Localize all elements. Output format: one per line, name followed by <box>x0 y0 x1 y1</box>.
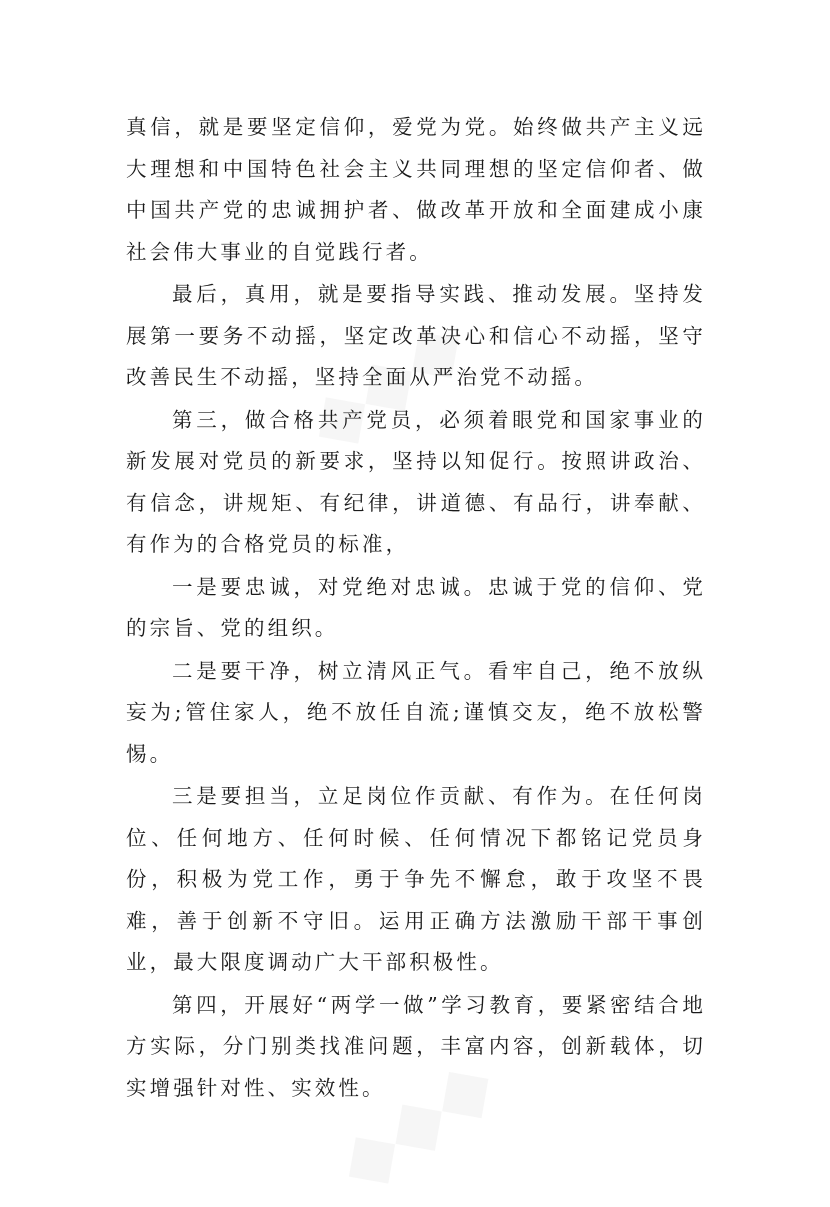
paragraph: 一是要忠诚，对党绝对忠诚。忠诚于党的信仰、党的宗旨、党的组织。 <box>126 574 706 640</box>
paragraph: 二是要干净，树立清风正气。看牢自己，绝不放纵妄为;管住家人，绝不放任自流;谨慎交友，绝不放松警惕。 <box>126 658 706 766</box>
paragraph: 真信，就是要坚定信仰，爱党为党。始终做共产主义远大理想和中国特色社会主义共同理想的坚定信仰者、做中国共产党的忠诚拥护者、做改革开放和全面建成小康社会伟大事业的自觉践行者。 <box>126 115 706 264</box>
paragraph: 第四，开展好“两学一做”学习教育，要紧密结合地方实际，分门别类找准问题，丰富内容，创新载体，切实增强针对性、实效性。 <box>126 992 706 1100</box>
paragraph: 最后，真用，就是要指导实践、推动发展。坚持发展第一要务不动摇，坚定改革决心和信心不动摇，坚守改善民生不动摇，坚持全面从严治党不动摇。 <box>126 282 706 389</box>
document-body <box>126 107 706 1110</box>
paragraph: 三是要担当，立足岗位作贡献、有作为。在任何岗位、任何地方、任何时候、任何情况下都铭记党员身份，积极为党工作，勇于争先不懈怠，敢于攻坚不畏难，善于创新不守旧。运用正确方法激励干部干事创业，最大限度调动广大干部积极性。 <box>126 784 706 974</box>
paragraph: 第三，做合格共产党员，必须着眼党和国家事业的新发展对党员的新要求，坚持以知促行。按照讲政治、有信念，讲规矩、有纪律，讲道德、有品行，讲奉献、有作为的合格党员的标准， <box>126 407 706 556</box>
